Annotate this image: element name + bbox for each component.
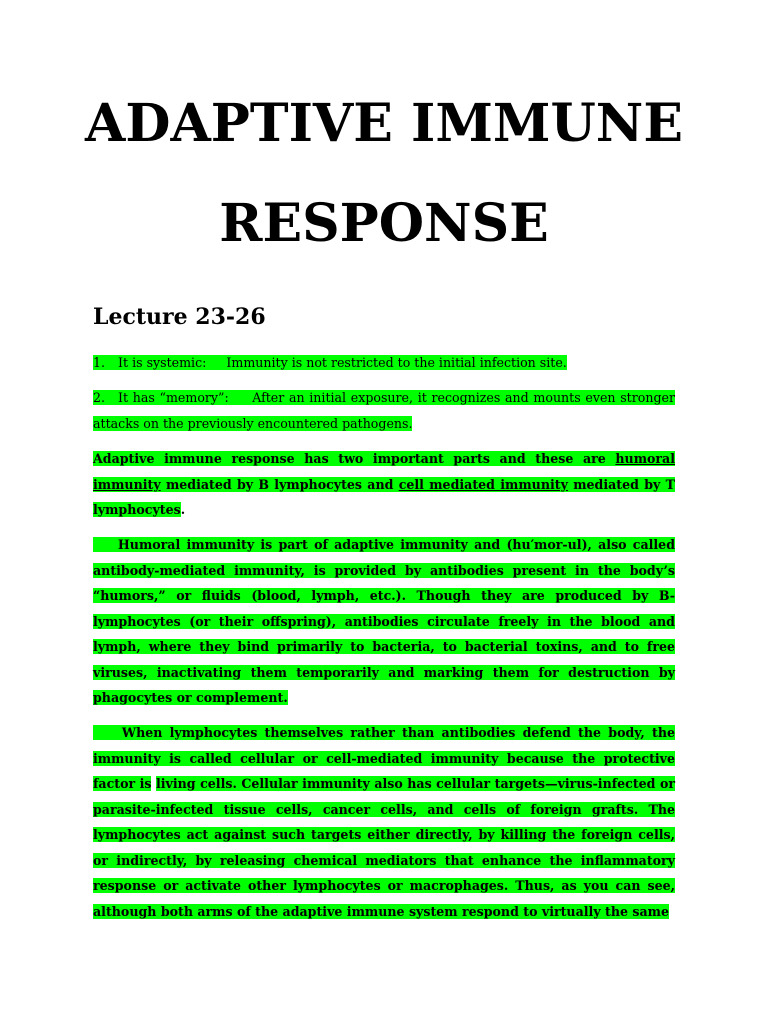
point-1 — [93, 350, 675, 376]
point-1-number: 1. — [93, 355, 106, 370]
parts-end: mediated by T lymphocytes — [93, 476, 676, 517]
humoral-highlight — [93, 537, 675, 705]
cellular-paragraph-part-1: When lymphocytes themselves rather than antibodies defend the body, the immunity is called cellular or cell-mediated immunity because the protective factor is — [93, 725, 675, 791]
parts-middle: mediated by B lymphocytes and — [165, 476, 394, 492]
point-2-highlight — [93, 390, 675, 431]
cellular-paragraph — [93, 720, 675, 924]
cell-mediated-immunity-term: cell mediated immunity — [398, 476, 568, 492]
cellular-paragraph-part-2: living cells. Cellular immunity also has cellular targets—virus-infected or parasite-infected tissue cells, cancer cells, and cells of foreign grafts. The lymphocytes act against such targets either directly, by killing the foreign cells, or indirectly, by releasing chemical mediators that enhance the inflammatory response or activate other lymphocytes or macrophages. Thus, as you can see, although both arms of the adaptive immune system respond to virtually the same — [93, 776, 675, 919]
point-2-heading: It has “memory”: — [118, 390, 229, 405]
humoral-immunity-term: humoral immunity — [93, 451, 675, 492]
point-1-heading: It is systemic: — [118, 355, 207, 370]
document-title-line-2: RESPONSE — [219, 193, 549, 254]
parts-period: . — [180, 502, 186, 517]
point-2 — [93, 385, 675, 436]
cellular-highlight-2 — [93, 776, 675, 919]
document-title-line-1: ADAPTIVE IMMUNE — [85, 93, 683, 154]
lecture-heading: Lecture 23-26 — [93, 304, 266, 330]
humoral-paragraph-text: Humoral immunity is part of adaptive immunity and (hu′mor-ul), also called antibody-mediated immunity, is provided by antibodies present in the body’s “humors,” or fluids (blood, lymph, etc.). Though they are produced by B-lymphocytes (or their offspring), antibodies circulate freely in the blood and lymph, where they bind primarily to bacteria, to bacterial toxins, and to free viruses, inactivating them temporarily and marking them for destruction by phagocytes or complement. — [93, 537, 675, 705]
humoral-paragraph — [93, 532, 675, 711]
parts-intro: Adaptive immune response has two important parts and these are — [93, 451, 606, 466]
parts-paragraph — [93, 446, 675, 523]
point-2-number: 2. — [93, 390, 106, 405]
point-2-text: After an initial exposure, it recognizes and mounts even stronger attacks on the previously encountered pathogens. — [93, 390, 675, 431]
point-1-highlight — [93, 355, 567, 370]
point-1-text: Immunity is not restricted to the initial infection site. — [226, 355, 567, 370]
